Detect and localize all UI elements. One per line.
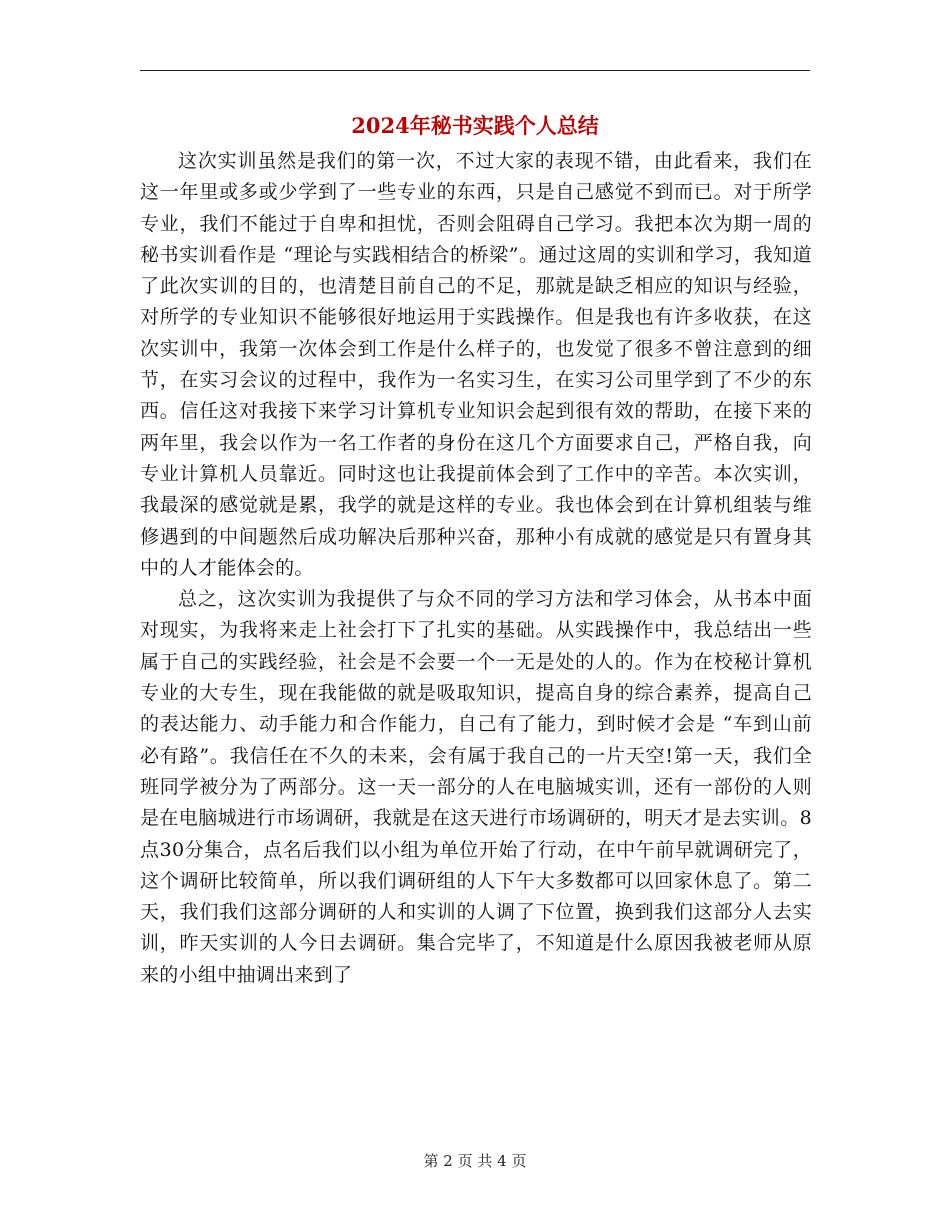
paragraph-2: 总之，这次实训为我提供了与众不同的学习方法和学习体会，从书本中面对现实，为我将来走上社会打下了扎实的基础。从实践操作中，我总结出一些属于自己的实践经验，社会是不会要一个一无是处的人的。作为在校秘计算机专业的大专生，现在我能做的就是吸取知识，提高自身的综合素养，提高自己的表达能力、动手能力和合作能力，自己有了能力，到时候才会是 “车到山前必有路”。我信任在不久的未来，会有属于我自己的一片天空!第一天，我们全班同学被分为了两部分。这一天一部分的人在电脑城实训，还有一部份的人则是在电脑城进行市场调研，我就是在这天进行市场调研的，明天才是去实训。8点30分集合，点名后我们以小组为单位开始了行动，在中午前早就调研完了，这个调研比较简单，所以我们调研组的人下午大多数都可以回家休息了。第二天，我们我们这部分调研的人和实训的人调了下位置，换到我们这部分人去实训，昨天实训的人今日去调研。集合完毕了，不知道是什么原因我被老师从原来的小组中抽调出来到了 xyxy=(140,588,812,986)
page-footer xyxy=(140,1150,810,1172)
header-rule xyxy=(140,70,810,71)
document-body xyxy=(140,146,812,991)
page-number-label: 第 2 页 共 4 页 xyxy=(423,1152,527,1170)
document-title: 2024年秘书实践个人总结 xyxy=(351,113,599,138)
paragraph-1: 这次实训虽然是我们的第一次，不过大家的表现不错，由此看来，我们在这一年里或多或少学到了一些专业的东西，只是自己感觉不到而已。对于所学专业，我们不能过于自卑和担忧，否则会阻碍自己学习。我把本次为期一周的秘书实训看作是 “理论与实践相结合的桥梁”。通过这周的实训和学习，我知道了此次实训的目的，也清楚目前自己的不足，那就是缺乏相应的知识与经验，对所学的专业知识不能够很好地运用于实践操作。但是我也有许多收获，在这次实训中，我第一次体会到工作是什么样子的，也发觉了很多不曾注意到的细节，在实习会议的过程中，我作为一名实习生，在实习公司里学到了不少的东西。信任这对我接下来学习计算机专业知识会起到很有效的帮助，在接下来的两年里，我会以作为一名工作者的身份在这几个方面要求自己，严格自我，向专业计算机人员靠近。同时这也让我提前体会到了工作中的辛苦。本次实训，我最深的感觉就是累，我学的就是这样的专业。我也体会到在计算机组装与维修遇到的中间题然后成功解决后那种兴奋，那种小有成就的感觉是只有置身其中的人才能体会的。 xyxy=(140,150,812,579)
